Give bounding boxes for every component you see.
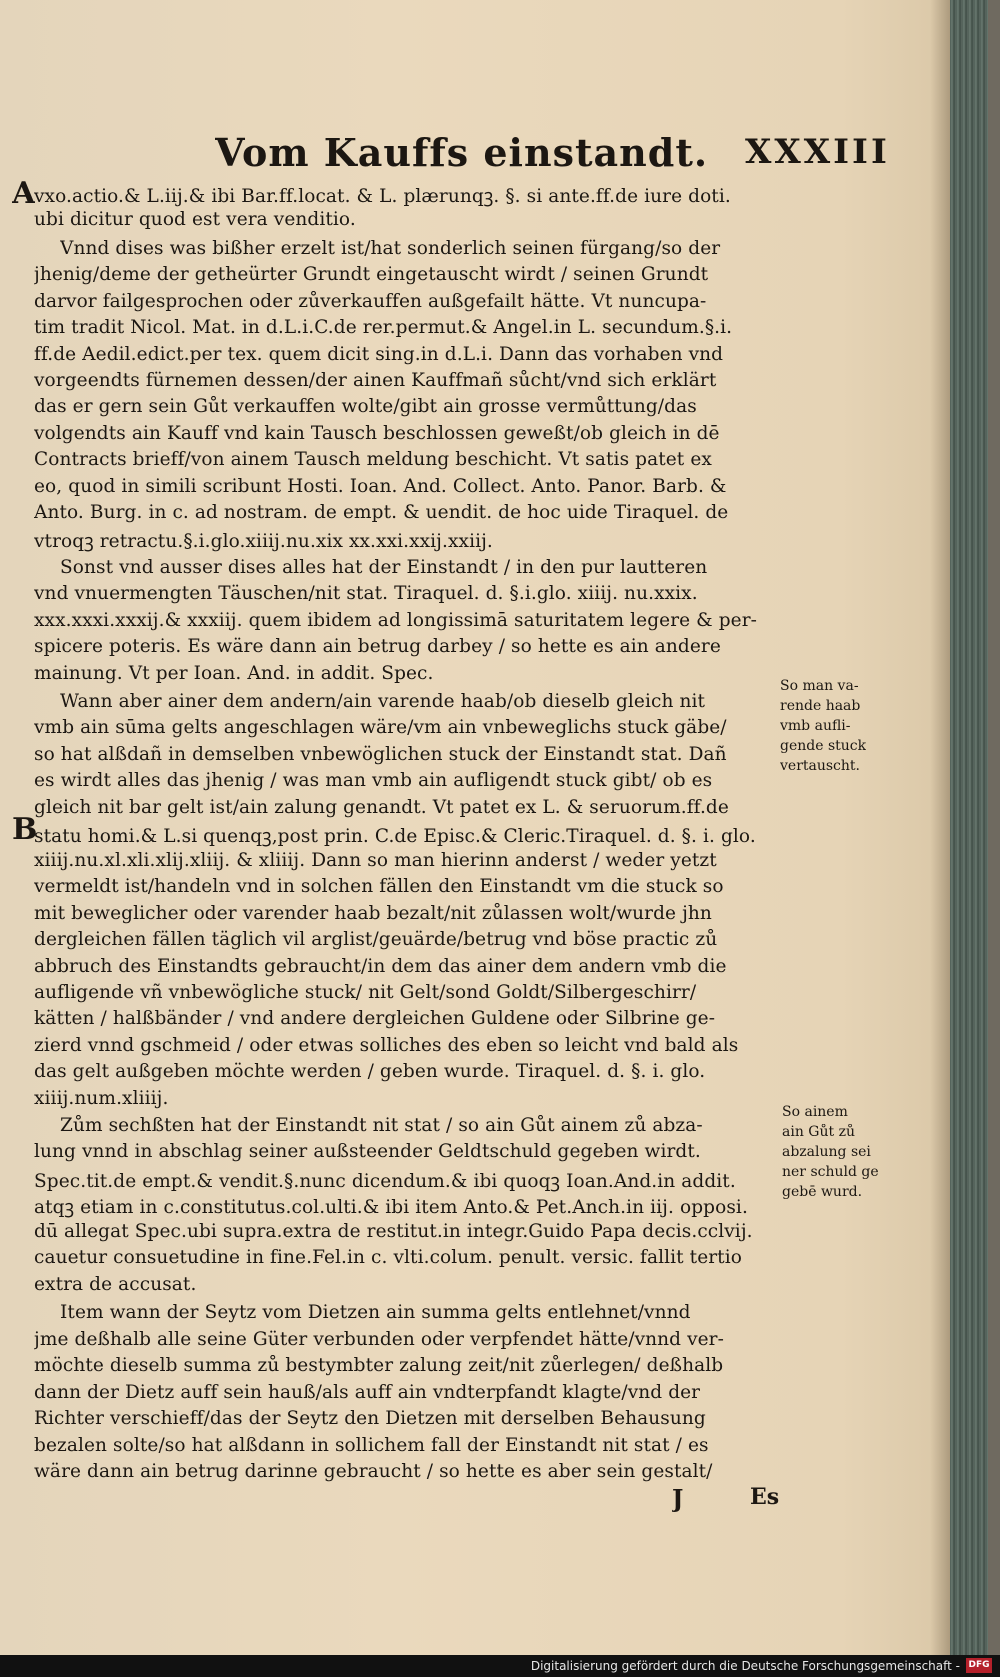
marginal-note-line: ain Gůt zů [782,1124,855,1140]
text-line: gleich nit bar gelt ist/ain zalung genandt. Vt patet ex L. & seruorum.ff.de [34,797,729,818]
text-line: wäre dann ain betrug darinne gebraucht / so hette es aber sein gestalt/ [34,1461,713,1482]
text-line: dergleichen fällen täglich vil arglist/geuärde/betrug vnd böse practic zů [34,929,718,950]
marginal-note-line: vmb aufli- [780,718,851,734]
text-line: ubi dicitur quod est vera venditio. [34,209,356,230]
book-edge [950,0,988,1655]
text-line: das er gern sein Gůt verkauffen wolte/gibt ain grosse vermůttung/das [34,396,697,417]
text-line: atqꝫ etiam in c.constitutus.col.ulti.& ibi item Anto.& Pet.Anch.in iij. opposi. [34,1197,748,1218]
text-line: vermeldt ist/handeln vnd in solchen fällen den Einstandt vm die stuck so [34,876,724,897]
text-line: ff.de Aedil.edict.per tex. quem dicit sing.in d.L.i. Dann das vorhaben vnd [34,344,724,365]
text-line: Anto. Burg. in c. ad nostram. de empt. & uendit. de hoc uide Tiraquel. de [34,502,729,523]
text-line: volgendts ain Kauff vnd kain Tausch beschlossen geweßt/ob gleich in dē [34,423,720,444]
marginal-note-line: ner schuld ge [782,1164,879,1180]
margin-initial-b: B [12,812,38,847]
text-line: vmb ain sūma gelts angeschlagen wäre/vm ain vnbeweglichs stuck gäbe/ [34,717,727,738]
text-line: tim tradit Nicol. Mat. in d.L.i.C.de rer.permut.& Angel.in L. secundum.§.i. [34,317,733,338]
text-line: Sonst vnd ausser dises alles hat der Einstandt / in den pur lautteren [60,557,708,578]
text-line: vnd vnuermengten Täuschen/nit stat. Tiraquel. d. §.i.glo. xiiij. nu.xxix. [34,583,698,604]
marginal-note-line: gebē wurd. [782,1184,863,1200]
text-line: Contracts brieff/von ainem Tausch meldung beschicht. Vt satis patet ex [34,449,712,470]
text-line: Wann aber ainer dem andern/ain varende haab/ob dieselb gleich nit [60,691,706,712]
text-line: spicere poteris. Es wäre dann ain betrug darbey / so hette es ain andere [34,636,721,657]
text-line: lung vnnd in abschlag seiner außsteender Geldtschuld gegeben wirdt. [34,1141,701,1162]
dfg-logo: DFG [966,1658,992,1673]
text-line: cauetur consuetudine in fine.Fel.in c. vlti.colum. penult. versic. fallit tertio [34,1247,742,1268]
text-line: xiiij.nu.xl.xli.xlij.xliij. & xliiij. Dann so man hierinn anderst / weder yetzt [34,850,717,871]
text-line: Item wann der Seytz vom Dietzen ain summa gelts entlehnet/vnnd [60,1302,691,1323]
footer-bar [0,1655,1000,1677]
text-line: extra de accusat. [34,1274,197,1295]
text-line: Richter verschieff/das der Seytz den Dietzen mit derselben Behausung [34,1408,706,1429]
text-line: abbruch des Einstandts gebraucht/in dem das ainer dem andern vmb die [34,956,727,977]
text-line: mainung. Vt per Ioan. And. in addit. Spec. [34,663,434,684]
folio-number: XXXIII [745,132,890,172]
text-line: es wirdt alles das jhenig / was man vmb ain aufligendt stuck gibt/ ob es [34,770,713,791]
text-line: eo, quod in simili scribunt Hosti. Ioan. And. Collect. Anto. Panor. Barb. & [34,476,727,497]
text-line: bezalen solte/so hat alßdann in sollichem fall der Einstandt nit stat / es [34,1435,709,1456]
text-line: dū allegat Spec.ubi supra.extra de restitut.in integr.Guido Papa decis.cclvij. [34,1221,753,1242]
marginal-note-line: So ainem [782,1104,848,1120]
catchword: Es [750,1484,780,1510]
text-line: vxo.actio.& L.iij.& ibi Bar.ff.locat. & L. plærunqꝫ. §. si ante.ff.de iure doti. [34,186,731,207]
text-line: xxx.xxxi.xxxij.& xxxiij. quem ibidem ad longissimā saturitatem legere & per- [34,610,758,631]
marginal-note-line: gende stuck [780,738,867,754]
text-line: Spec.tit.de empt.& vendit.§.nunc dicendum.& ibi quoqꝫ Ioan.And.in addit. [34,1171,736,1192]
text-line: darvor failgesprochen oder zůverkauffen außgefailt hätte. Vt nuncupa- [34,291,707,312]
text-line: jme deßhalb alle seine Güter verbunden oder verpfendet hätte/vnnd ver- [34,1329,724,1350]
marginal-note-line: So man va- [780,678,859,694]
text-line: so hat alßdañ in demselben vnbewöglichen stuck der Einstandt stat. Dañ [34,744,727,765]
running-title: Vom Kauffs einstandt. [215,130,709,175]
text-line: aufligende vñ vnbewögliche stuck/ nit Gelt/sond Goldt/Silbergeschirr/ [34,982,697,1003]
text-line: Zům sechßten hat der Einstandt nit stat / so ain Gůt ainem zů abza- [60,1115,703,1136]
text-line: vtroqꝫ retractu.§.i.glo.xiiij.nu.xix xx.xxi.xxij.xxiij. [34,531,493,552]
marginal-note-line: abzalung sei [782,1144,871,1160]
text-line: Vnnd dises was bißher erzelt ist/hat sonderlich seinen fürgang/so der [60,238,721,259]
text-line: zierd vnnd gschmeid / oder etwas solliches des eben so leicht vnd bald als [34,1035,739,1056]
marginal-note-line: vertauscht. [780,758,860,774]
marginal-note-line: rende haab [780,698,861,714]
text-line: mit beweglicher oder varender haab bezalt/nit zůlassen wolt/wurde jhn [34,903,712,924]
text-line: das gelt außgeben möchte werden / geben wurde. Tiraquel. d. §. i. glo. [34,1061,706,1082]
text-line: kätten / halßbänder / vnd andere dergleichen Guldene oder Silbrine ge- [34,1008,716,1029]
text-line: xiiij.num.xliiij. [34,1088,169,1109]
signature-mark: J [672,1484,684,1513]
text-line: jhenig/deme der getheürter Grundt eingetauscht wirdt / seinen Grundt [34,264,709,285]
text-line: statu homi.& L.si quenqꝫ,post prin. C.de Episc.& Cleric.Tiraquel. d. §. i. glo. [34,826,756,847]
text-line: dann der Dietz auff sein hauß/als auff ain vndterpfandt klagte/vnd der [34,1382,701,1403]
footer-credit: Digitalisierung gefördert durch die Deutsche Forschungsgemeinschaft - [530,1659,960,1673]
margin-initial-a: A [12,176,36,211]
text-line: möchte dieselb summa zů bestymbter zalung zeit/nit zůerlegen/ deßhalb [34,1355,724,1376]
text-line: vorgeendts fürnemen dessen/der ainen Kauffmañ sůcht/vnd sich erklärt [34,370,717,391]
